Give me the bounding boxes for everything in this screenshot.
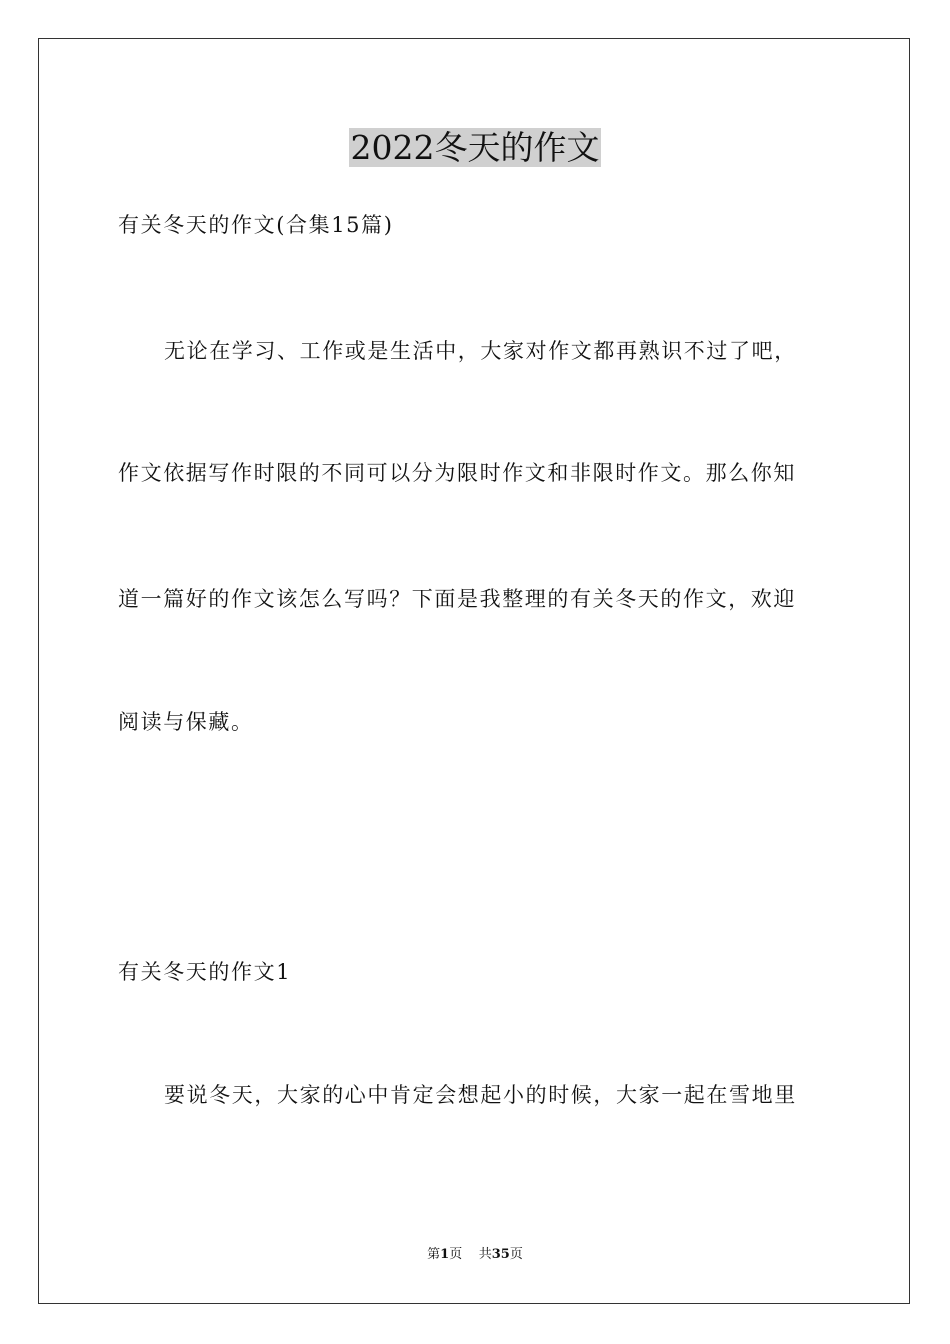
footer-page-prefix: 第 (427, 1247, 441, 1262)
footer-total-suffix: 页 (509, 1247, 523, 1262)
footer-page-suffix: 页 (449, 1247, 463, 1262)
section-heading: 有关冬天的作文1 (118, 960, 292, 984)
intro-line: 阅读与保藏。 (118, 710, 254, 734)
intro-line: 作文依据写作时限的不同可以分为限时作文和非限时作文。那么你知 (118, 461, 796, 485)
footer-page-number: 1 (440, 1247, 450, 1262)
document-subtitle: 有关冬天的作文(合集15篇) (118, 213, 394, 237)
intro-line: 道一篇好的作文该怎么写吗？下面是我整理的有关冬天的作文，欢迎 (118, 587, 796, 611)
intro-line: 无论在学习、工作或是生活中，大家对作文都再熟识不过了吧， (164, 339, 797, 363)
page-footer (0, 1246, 950, 1264)
section-line: 要说冬天，大家的心中肯定会想起小的时候，大家一起在雪地里 (164, 1083, 797, 1107)
document-title (0, 126, 950, 170)
footer-total-pages: 35 (491, 1247, 510, 1262)
document-title-text: 2022冬天的作文 (350, 128, 600, 167)
footer-total-prefix: 共 (478, 1247, 492, 1262)
